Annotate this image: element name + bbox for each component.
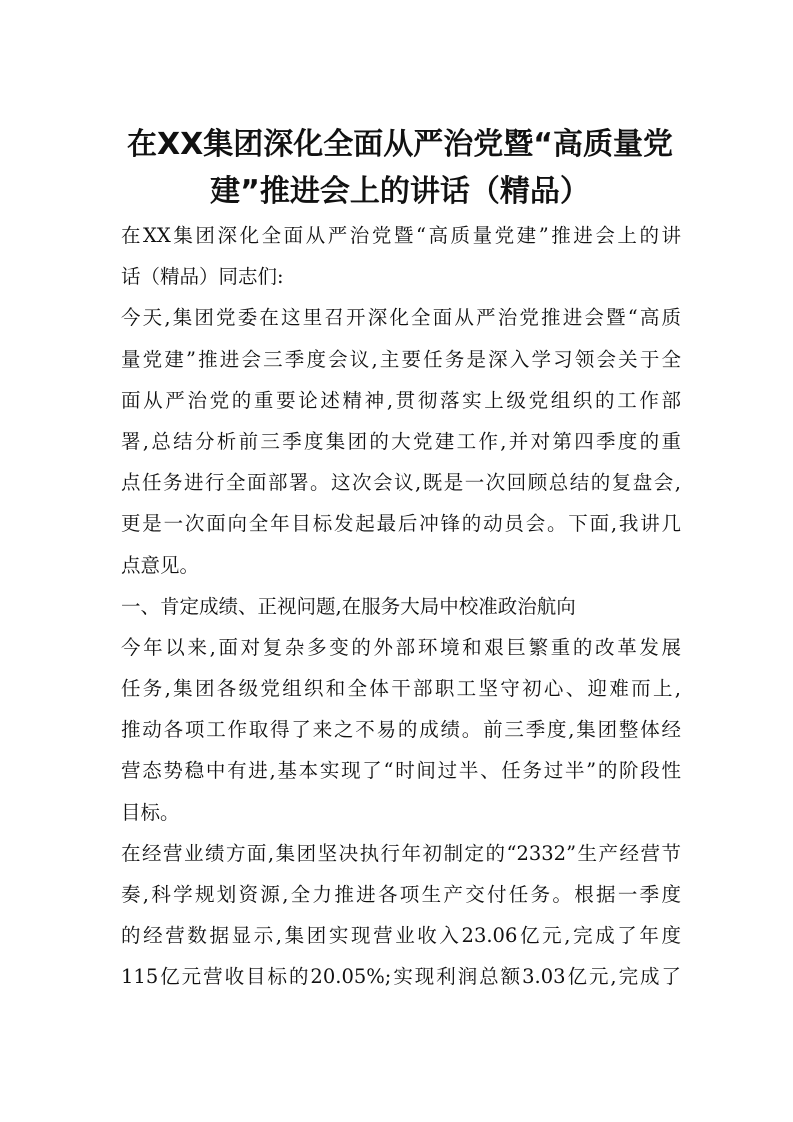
text-line: 点意见。 [121,553,200,577]
paragraph [121,215,681,297]
text-line: 目标。 [121,800,180,824]
paragraph [121,297,681,585]
text-line: 量党建”推进会三季度会议,主要任务是深入学习领会关于全 [121,347,681,371]
text-line: 署,总结分析前三季度集团的大党建工作,并对第四季度的重 [121,429,681,453]
text-line: 在经营业绩方面,集团坚决执行年初制定的“2332”生产经营节 [121,841,681,865]
text-line: 任务,集团各级党组织和全体干部职工坚守初心、迎难而上, [121,677,681,701]
title-line: 建”推进会上的讲话（精品） [210,174,590,209]
text-line: 面从严治党的重要论述精神,贯彻落实上级党组织的工作部 [121,388,681,412]
section-heading [121,586,681,627]
paragraph [121,833,681,998]
text-line: 今年以来,面对复杂多变的外部环境和艰巨繁重的改革发展 [121,635,681,659]
text-line: 点任务进行全面部署。这次会议,既是一次回顾总结的复盘会, [121,471,681,495]
document-body [121,215,681,998]
text-line: 的经营数据显示,集团实现营业收入23.06亿元,完成了年度 [121,924,681,948]
text-line: 营态势稳中有进,基本实现了“时间过半、任务过半”的阶段性 [121,759,681,783]
text-line: 话（精品）同志们: [121,265,284,289]
text-line: 115亿元营收目标的20.05%;实现利润总额3.03亿元,完成了 [121,965,681,989]
document-title [110,121,690,215]
text-line: 奏,科学规划资源,全力推进各项生产交付任务。根据一季度 [121,883,681,906]
text-line: 在XX集团深化全面从严治党暨“高质量党建”推进会上的讲 [121,224,681,247]
title-line: 在XX集团深化全面从严治党暨“高质量党 [127,127,673,162]
paragraph [121,627,681,833]
text-line: 今天,集团党委在这里召开深化全面从严治党推进会暨“高质 [121,306,681,330]
text-line: 一、肯定成绩、正视问题,在服务大局中校准政治航向 [121,594,576,618]
text-line: 推动各项工作取得了来之不易的成绩。前三季度,集团整体经 [121,718,681,742]
text-line: 更是一次面向全年目标发起最后冲锋的动员会。下面,我讲几 [121,512,681,536]
